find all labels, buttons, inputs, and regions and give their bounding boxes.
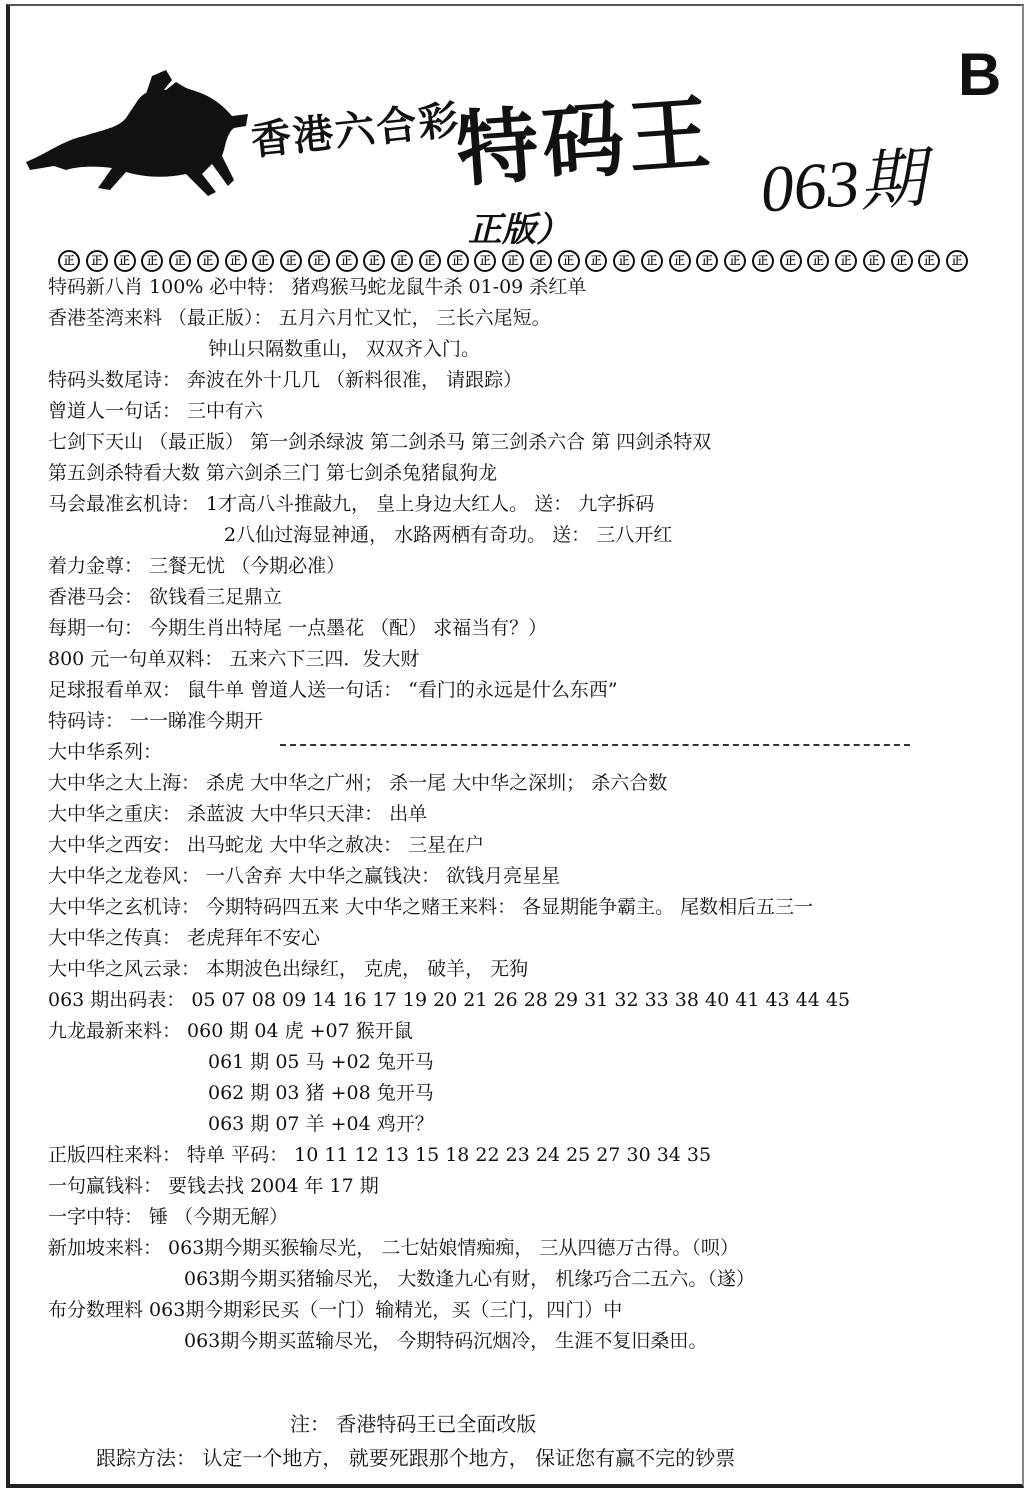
stamp-row bbox=[58, 250, 968, 272]
stamp-icon: 正 bbox=[807, 250, 829, 272]
divider bbox=[280, 744, 910, 746]
line: 特码诗： 一一睇准今期开 bbox=[48, 710, 264, 732]
line: 曾道人一句话： 三中有六 bbox=[48, 400, 264, 422]
stamp-icon: 正 bbox=[197, 250, 219, 272]
line: 大中华之传真： 老虎拜年不安心 bbox=[48, 927, 321, 949]
footer-note: 注： 香港特码王已全面改版 bbox=[290, 1412, 537, 1436]
line: 新加坡来料： 063期今期买猴输尽光， 二七姑娘情痴痴， 三从四德万古得。（呗） bbox=[48, 1237, 739, 1259]
line: 2八仙过海显神通， 水路两栖有奇功。 送： 三八开红 bbox=[224, 524, 673, 546]
stamp-icon: 正 bbox=[447, 250, 469, 272]
line: 钟山只隔数重山， 双双齐入门。 bbox=[208, 338, 481, 360]
stamp-icon: 正 bbox=[669, 250, 691, 272]
footer-follow: 跟踪方法： 认定一个地方， 就要死跟那个地方， 保证您有赢不完的钞票 bbox=[96, 1446, 736, 1470]
title-small: 香港六合彩 bbox=[248, 96, 463, 165]
stamp-icon: 正 bbox=[419, 250, 441, 272]
line: 大中华之玄机诗： 今期特码四五来 大中华之赌王来料： 各显期能争霸主。 尾数相后五三一 bbox=[48, 896, 814, 918]
stamp-icon: 正 bbox=[918, 250, 940, 272]
stamp-icon: 正 bbox=[308, 250, 330, 272]
stamp-icon: 正 bbox=[863, 250, 885, 272]
corner-mark: B bbox=[958, 41, 1002, 108]
stamp-icon: 正 bbox=[86, 250, 108, 272]
line: 一句赢钱料： 要钱去找 2004 年 17 期 bbox=[48, 1175, 379, 1197]
line: 063 期 07 羊 +04 鸡开？ bbox=[208, 1113, 434, 1135]
stamp-icon: 正 bbox=[502, 250, 524, 272]
stamp-icon: 正 bbox=[891, 250, 913, 272]
stamp-icon: 正 bbox=[696, 250, 718, 272]
line: 063 期出码表： 05 07 08 09 14 16 17 19 20 21 26 28 29 31 32 33 38 40 41 43 44 45 bbox=[48, 989, 851, 1011]
stamp-icon: 正 bbox=[780, 250, 802, 272]
line: 着力金尊： 三餐无忧 （今期必准） bbox=[48, 555, 346, 577]
line: 061 期 05 马 +02 兔开马 bbox=[208, 1051, 434, 1073]
stamp-icon: 正 bbox=[835, 250, 857, 272]
stamp-icon: 正 bbox=[252, 250, 274, 272]
stamp-icon: 正 bbox=[58, 250, 80, 272]
stamp-icon: 正 bbox=[169, 250, 191, 272]
line: 大中华之龙卷风： 一八舍弃 大中华之赢钱决： 欲钱月亮星星 bbox=[48, 865, 561, 887]
stamp-icon: 正 bbox=[363, 250, 385, 272]
line: 062 期 03 猪 +08 兔开马 bbox=[208, 1082, 434, 1104]
line: 063期今期买猪输尽光， 大数逢九心有财， 机缘巧合二五六。（遂） bbox=[184, 1268, 755, 1290]
line: 正版四柱来料： 特单 平码： 10 11 12 13 15 18 22 23 24 25 27 30 34 35 bbox=[48, 1144, 712, 1166]
line: 大中华之风云录： 本期波色出绿红， 克虎， 破羊， 无狗 bbox=[48, 958, 529, 980]
main-content bbox=[48, 272, 998, 1357]
edition-label: 正版） bbox=[468, 211, 570, 249]
stamp-icon: 正 bbox=[752, 250, 774, 272]
stamp-icon: 正 bbox=[558, 250, 580, 272]
line: 马会最准玄机诗： 1才高八斗推敲九， 皇上身边大红人。 送： 九字拆码 bbox=[48, 493, 655, 515]
stamp-icon: 正 bbox=[141, 250, 163, 272]
line: 足球报看单双： 鼠牛单 曾道人送一句话： “看门的永远是什么东西” bbox=[48, 679, 618, 701]
line: 800 元一句单双料： 五来六下三四．发大财 bbox=[48, 648, 420, 670]
stamp-icon: 正 bbox=[280, 250, 302, 272]
stamp-icon: 正 bbox=[391, 250, 413, 272]
stamp-icon: 正 bbox=[946, 250, 968, 272]
line: 大中华之大上海： 杀虎 大中华之广州； 杀一尾 大中华之深圳； 杀六合数 bbox=[48, 772, 668, 794]
line: 063期今期买蓝输尽光， 今期特码沉烟冷， 生涯不复旧桑田。 bbox=[184, 1330, 708, 1352]
line: 大中华系列： bbox=[48, 741, 163, 763]
line: 特码头数尾诗： 奔波在外十几几 （新料很准， 请跟踪） bbox=[48, 369, 523, 391]
line: 一字中特： 锤 （今期无解） bbox=[48, 1206, 289, 1228]
line: 大中华之重庆： 杀蓝波 大中华只天津： 出单 bbox=[48, 803, 428, 825]
line: 香港马会： 欲钱看三足鼎立 bbox=[48, 586, 283, 608]
racehorse-logo bbox=[26, 70, 256, 200]
line: 每期一句： 今期生肖出特尾 一点墨花 （配） 求福当有？） bbox=[48, 617, 548, 639]
stamp-icon: 正 bbox=[530, 250, 552, 272]
stamp-icon: 正 bbox=[641, 250, 663, 272]
stamp-icon: 正 bbox=[474, 250, 496, 272]
line: 特码新八肖 100% 必中特： 猪鸡猴马蛇龙鼠牛杀 01-09 杀红单 bbox=[48, 276, 587, 298]
stamp-icon: 正 bbox=[336, 250, 358, 272]
title-big: 特码王 bbox=[453, 84, 718, 199]
stamp-icon: 正 bbox=[724, 250, 746, 272]
line: 布分数理料 063期今期彩民买（一门）输精光，买（三门，四门）中 bbox=[48, 1299, 623, 1321]
stamp-icon: 正 bbox=[114, 250, 136, 272]
stamp-icon: 正 bbox=[613, 250, 635, 272]
line: 大中华之西安： 出马蛇龙 大中华之赦决： 三星在户 bbox=[48, 834, 485, 856]
line: 香港荃湾来料 （最正版）： 五月六月忙又忙， 三长六尾短。 bbox=[48, 307, 551, 329]
issue-number: 063期 bbox=[758, 142, 928, 227]
line: 九龙最新来料： 060 期 04 虎 +07 猴开鼠 bbox=[48, 1020, 413, 1042]
line: 第五剑杀特看大数 第六剑杀三门 第七剑杀兔猪鼠狗龙 bbox=[48, 462, 498, 484]
header bbox=[0, 0, 1036, 249]
line: 七剑下天山 （最正版） 第一剑杀绿波 第二剑杀马 第三剑杀六合 第 四剑杀特双 bbox=[48, 431, 712, 453]
stamp-icon: 正 bbox=[585, 250, 607, 272]
stamp-icon: 正 bbox=[225, 250, 247, 272]
